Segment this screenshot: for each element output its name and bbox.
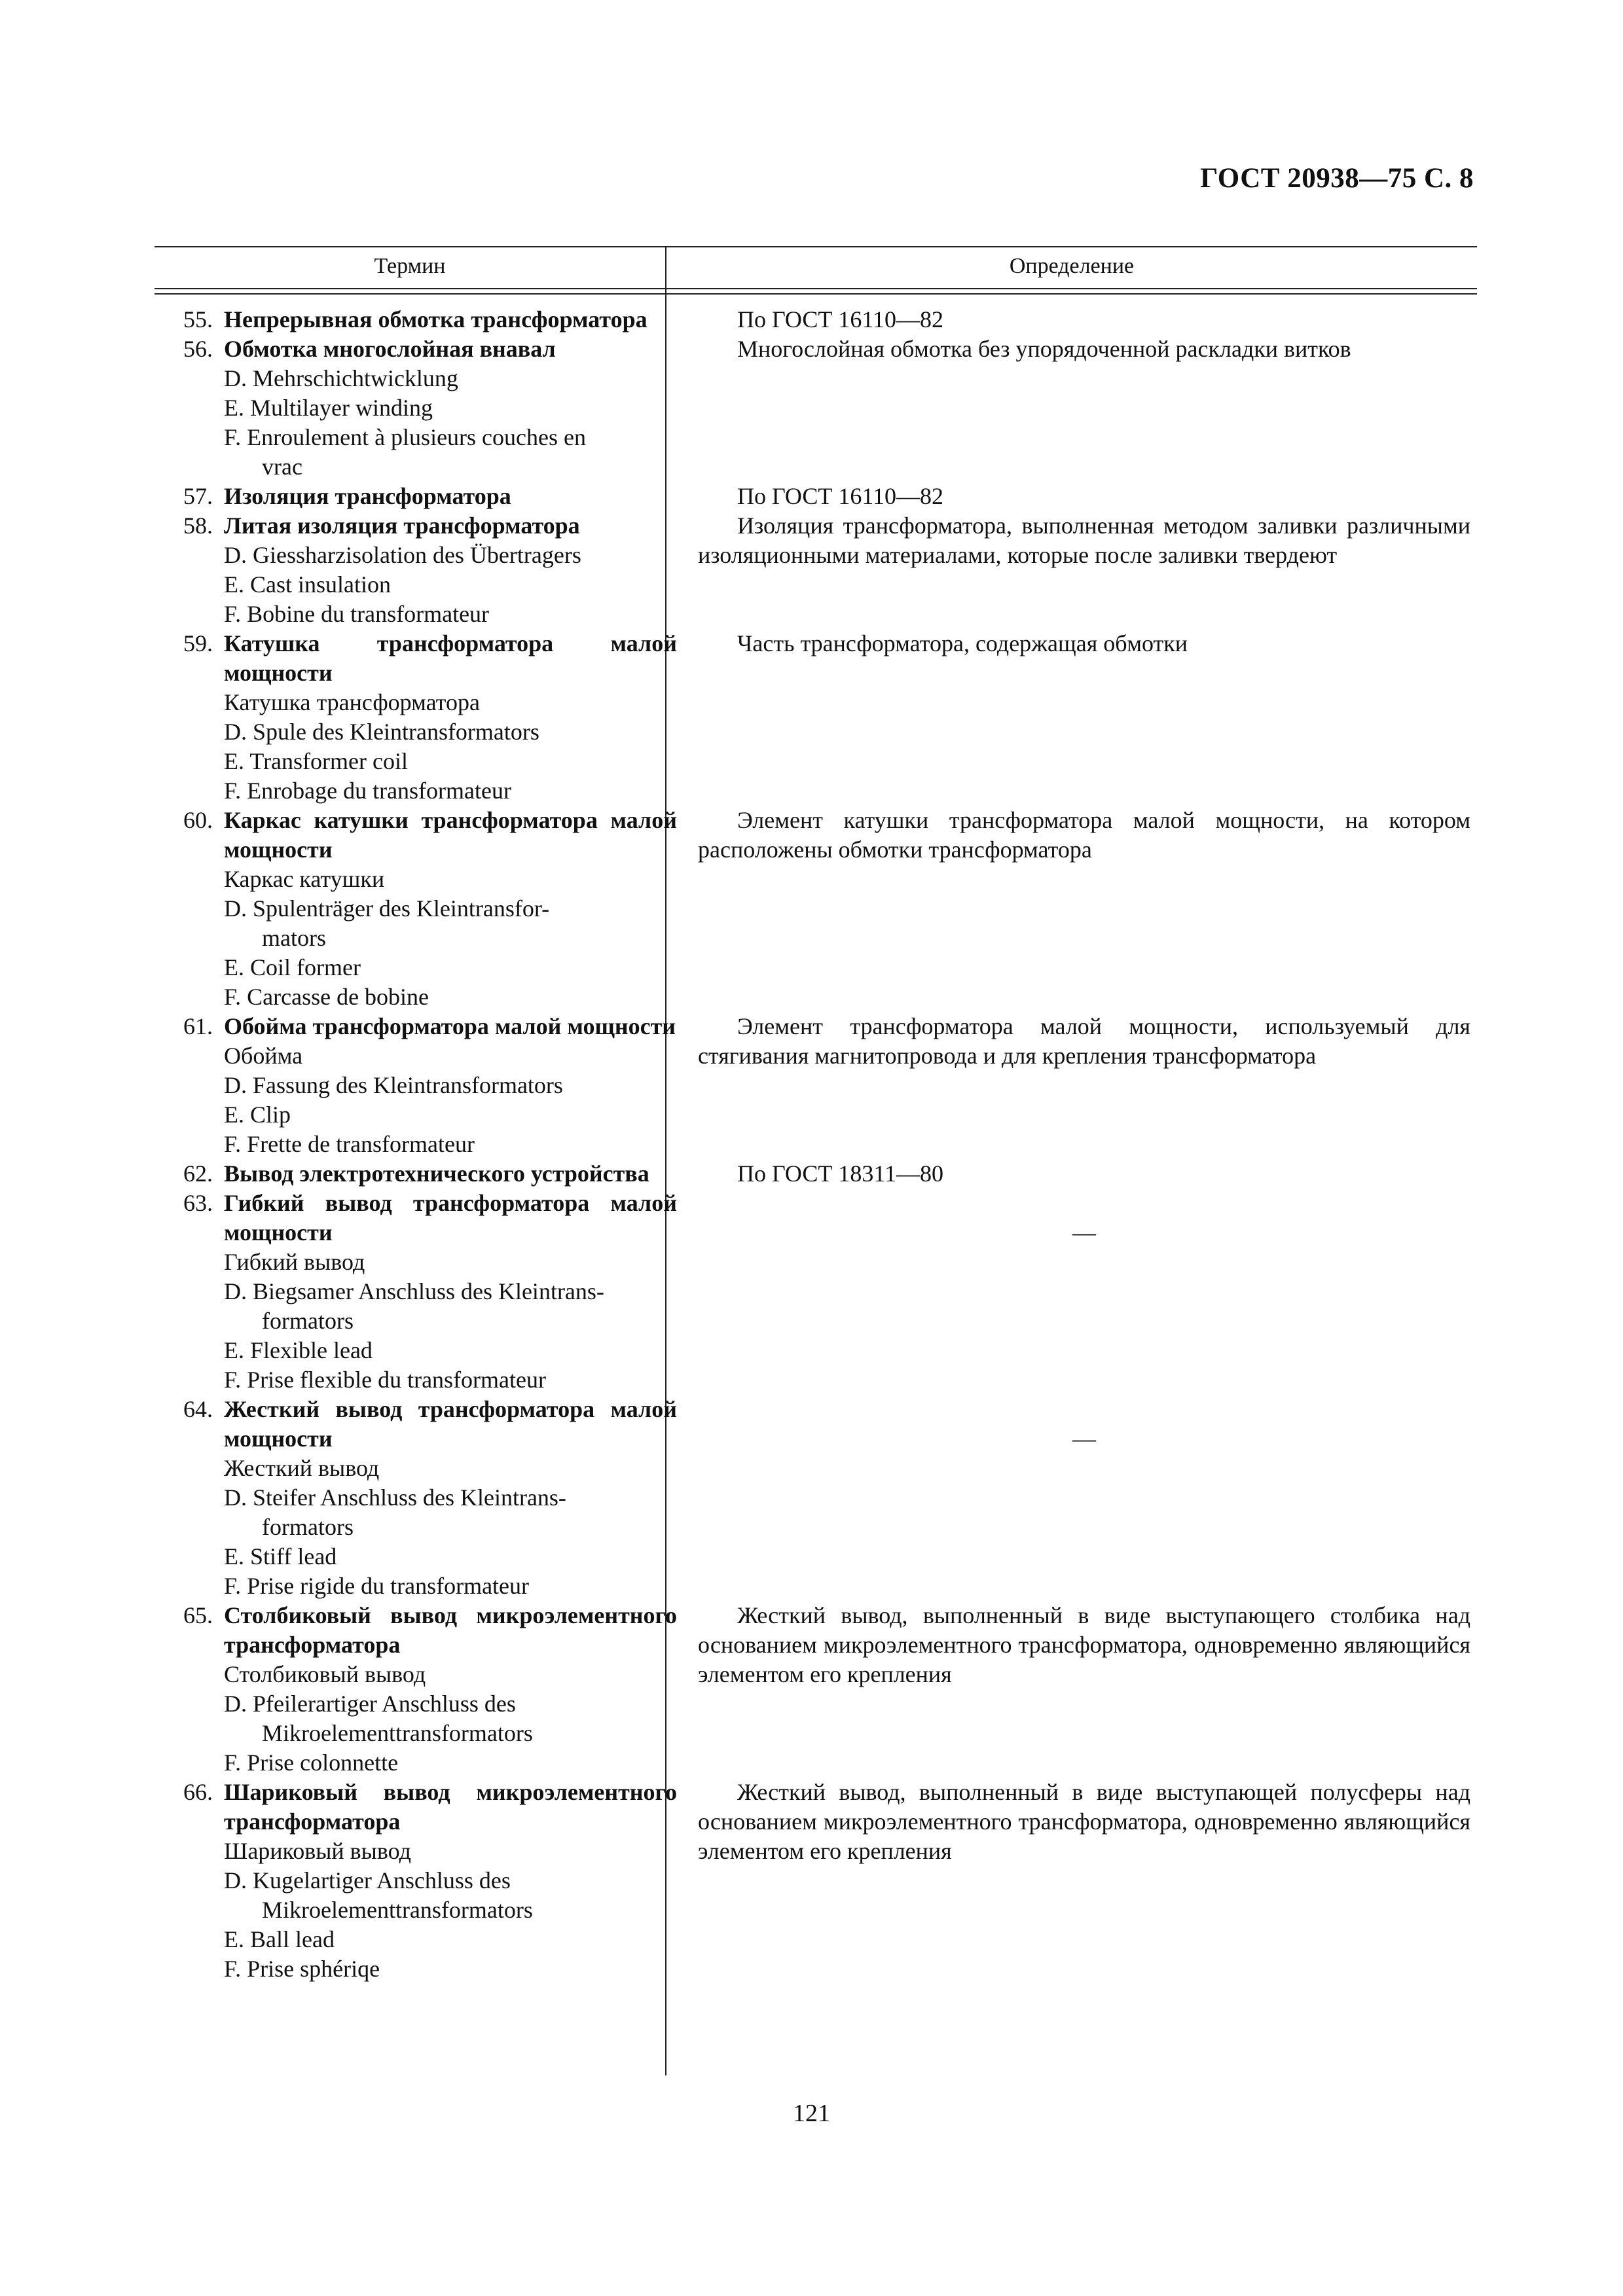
table-row [155, 806, 1477, 1012]
term-synonym: Обойма [224, 1043, 303, 1069]
term-synonym: Гибкий вывод [224, 1249, 365, 1275]
term-cell [155, 1601, 677, 1778]
term-synonym: D. Pfeilerartiger Anschluss des [224, 1691, 516, 1717]
definition-text: Часть трансформатора, содержащая обмотки [737, 630, 1188, 656]
table-row [155, 1189, 1477, 1395]
table-top-rule [155, 246, 1477, 247]
table-row [155, 1159, 1477, 1189]
definition-text: По ГОСТ 16110—82 [737, 306, 944, 332]
term-title [183, 629, 677, 688]
term-synonym: F. Carcasse de bobine [224, 984, 429, 1010]
term-cell [155, 511, 677, 629]
page-number: 121 [793, 2100, 830, 2127]
term-synonym: D. Giessharzisolation des Übertragers [224, 542, 581, 568]
term-cell [155, 806, 677, 1012]
table-row [155, 482, 1477, 511]
term-name: Непрерывная обмотка трансформатора [224, 306, 647, 332]
term-cell [155, 482, 677, 511]
term-synonym: D. Spule des Kleintransformators [224, 719, 539, 745]
term-synonym: E. Cast insulation [224, 571, 391, 598]
definition-text: Жесткий вывод, выполненный в виде выступающей полусферы над основанием микроэлементного трансформатора, одновременно являющийся элементом его крепления [698, 1779, 1470, 1864]
term-name: Каркас катушки трансформатора малой мощности [224, 807, 677, 863]
definition-cell [698, 334, 1470, 364]
table-row [155, 511, 1477, 629]
term-synonym: D. Spulenträger des Kleintransfor- [224, 895, 550, 922]
term-synonym: E. Clip [224, 1102, 291, 1128]
header-rule-double [155, 293, 1477, 295]
term-synonym: E. Coil former [224, 954, 361, 980]
term-cell [155, 305, 677, 334]
definition-text: По ГОСТ 18311—80 [737, 1160, 944, 1187]
term-name: Жесткий вывод трансформатора малой мощности [224, 1396, 677, 1452]
definition-cell [698, 1601, 1470, 1689]
definition-text: Элемент катушки трансформатора малой мощности, на котором расположены обмотки трансформатора [698, 807, 1470, 863]
term-synonym-continuation: formators [262, 1308, 354, 1334]
definition-text: Многослойная обмотка без упорядоченной раскладки витков [737, 336, 1351, 362]
definition-cell [698, 1012, 1470, 1071]
term-cell [155, 629, 677, 806]
term-synonym: Каркас катушки [224, 866, 385, 892]
term-number: 64. [183, 1396, 213, 1422]
table-row [155, 334, 1477, 482]
term-synonym: Столбиковый вывод [224, 1661, 426, 1687]
term-number: 65. [183, 1602, 213, 1628]
table-row [155, 1601, 1477, 1778]
term-name: Обойма трансформатора малой мощности [224, 1013, 676, 1039]
term-title [183, 511, 677, 541]
definition-cell [698, 305, 1470, 334]
term-synonym-continuation: vrac [262, 454, 302, 480]
table-row [155, 629, 1477, 806]
definition-cell [698, 629, 1470, 658]
term-synonym: F. Prise sphériqe [224, 1956, 380, 1982]
definition-text: Элемент трансформатора малой мощности, используемый для стягивания магнитопровода и для крепления трансформатора [698, 1013, 1470, 1069]
term-number: 55. [183, 306, 213, 332]
term-title [183, 1189, 677, 1247]
definition-dash: — [1072, 1219, 1096, 1246]
term-title [183, 1012, 677, 1041]
term-name: Литая изоляция трансформатора [224, 512, 580, 539]
term-number: 66. [183, 1779, 213, 1805]
term-title [183, 305, 677, 334]
definition-cell [698, 482, 1470, 511]
term-synonym: Жесткий вывод [224, 1455, 380, 1481]
term-synonym: E. Flexible lead [224, 1337, 373, 1363]
definition-text: По ГОСТ 16110—82 [737, 483, 944, 509]
table-row [155, 1012, 1477, 1159]
term-title [183, 1159, 677, 1189]
term-synonym: F. Frette de transformateur [224, 1131, 475, 1157]
term-cell [155, 1189, 677, 1395]
term-name: Вывод электротехнического устройства [224, 1160, 649, 1187]
term-name: Катушка трансформатора малой мощности [224, 630, 677, 686]
term-synonym: Катушка трансформатора [224, 689, 480, 715]
term-synonym: F. Prise rigide du transformateur [224, 1573, 530, 1599]
term-name: Шариковый вывод микроэлементного трансформатора [224, 1779, 677, 1835]
table-row [155, 1778, 1477, 1984]
header-rule [155, 288, 1477, 289]
term-synonym-continuation: Mikroelementtransformators [262, 1897, 533, 1923]
definition-cell [698, 1189, 1470, 1247]
term-cell [155, 334, 677, 482]
term-synonym: E. Stiff lead [224, 1543, 337, 1570]
term-number: 58. [183, 512, 213, 539]
definition-cell [698, 806, 1470, 865]
terms-table [155, 246, 1477, 2075]
term-synonym-continuation: formators [262, 1514, 354, 1540]
term-synonym: Шариковый вывод [224, 1838, 411, 1864]
term-synonym: D. Mehrschichtwicklung [224, 365, 458, 391]
term-synonym-continuation: mators [262, 925, 326, 951]
term-title [183, 1778, 677, 1837]
term-cell [155, 1159, 677, 1189]
definition-text: Жесткий вывод, выполненный в виде выступающего столбика над основанием микроэлементного трансформатора, одновременно являющийся элементом его крепления [698, 1602, 1470, 1687]
column-header-definition: Определение [1009, 254, 1135, 278]
term-synonym: F. Enroulement à plusieurs couches en [224, 424, 586, 450]
term-cell [155, 1778, 677, 1984]
term-number: 57. [183, 483, 213, 509]
term-synonym-continuation: Mikroelementtransformators [262, 1720, 533, 1746]
column-header-term: Термин [374, 254, 446, 278]
term-synonym: F. Prise flexible du transformateur [224, 1367, 546, 1393]
table-row [155, 1395, 1477, 1601]
term-number: 56. [183, 336, 213, 362]
definition-cell [698, 511, 1470, 570]
term-synonym: E. Multilayer winding [224, 395, 433, 421]
table-row [155, 305, 1477, 334]
term-synonym: F. Enrobage du transformateur [224, 778, 511, 804]
term-number: 60. [183, 807, 213, 833]
term-cell [155, 1012, 677, 1159]
term-number: 63. [183, 1190, 213, 1216]
term-number: 62. [183, 1160, 213, 1187]
term-synonym: D. Biegsamer Anschluss des Kleintrans- [224, 1278, 604, 1304]
definition-text: Изоляция трансформатора, выполненная методом заливки различными изоляционными материалами, которые после заливки твердеют [698, 512, 1470, 568]
term-synonym: F. Prise colonnette [224, 1749, 399, 1776]
term-title [183, 1601, 677, 1660]
definition-cell [698, 1159, 1470, 1189]
term-title [183, 1395, 677, 1454]
table-body [155, 305, 1477, 1984]
term-title [183, 334, 677, 364]
term-synonym: E. Ball lead [224, 1926, 335, 1952]
term-number: 59. [183, 630, 213, 656]
term-name: Изоляция трансформатора [224, 483, 511, 509]
term-name: Столбиковый вывод микроэлементного трансформатора [224, 1602, 677, 1658]
term-number: 61. [183, 1013, 213, 1039]
term-name: Гибкий вывод трансформатора малой мощности [224, 1190, 677, 1246]
document-header: ГОСТ 20938—75 С. 8 [1199, 163, 1474, 194]
definition-cell [698, 1778, 1470, 1866]
term-synonym: D. Steifer Anschluss des Kleintrans- [224, 1484, 566, 1511]
definition-dash: — [1072, 1426, 1096, 1452]
term-cell [155, 1395, 677, 1601]
term-title [183, 806, 677, 865]
term-synonym: E. Transformer coil [224, 748, 408, 774]
term-synonym: D. Kugelartiger Anschluss des [224, 1867, 511, 1893]
definition-cell [698, 1395, 1470, 1454]
term-synonym: D. Fassung des Kleintransformators [224, 1072, 563, 1098]
term-title [183, 482, 677, 511]
term-name: Обмотка многослойная внавал [224, 336, 556, 362]
term-synonym: F. Bobine du transformateur [224, 601, 490, 627]
